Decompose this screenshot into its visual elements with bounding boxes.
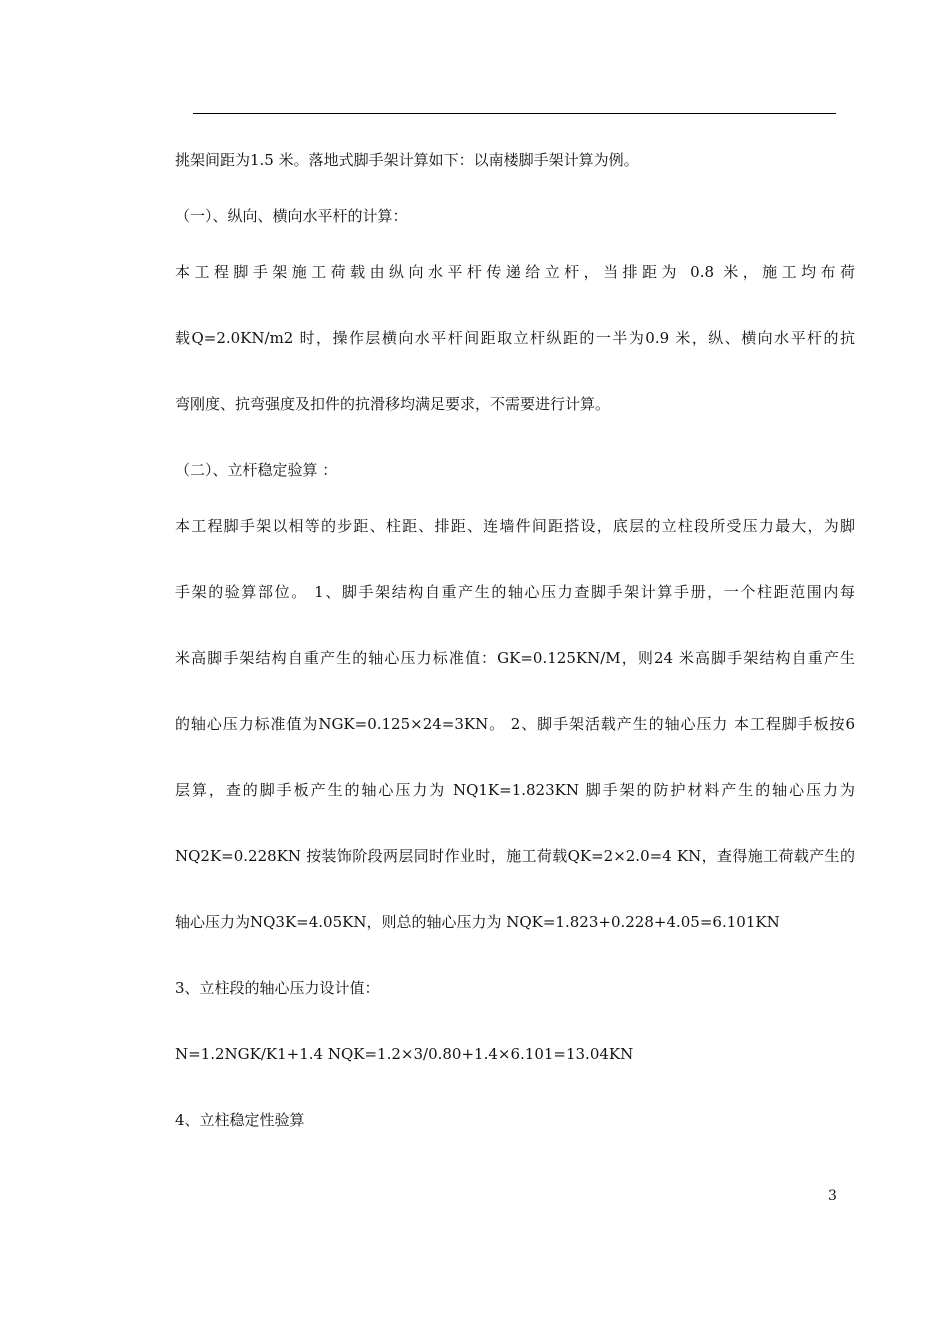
text-line: 的轴心压力标准值为NGK=0.125×24=3KN。 2、脚手架活载产生的轴心压力 本工程脚手板按6 [175, 715, 855, 733]
page-number: 3 [828, 1188, 837, 1204]
text-line: NQ2K=0.228KN 按装饰阶段两层同时作业时，施工荷载QK=2×2.0=4 KN，查得施工荷载产生的 [175, 847, 855, 865]
text-line: 4、立柱稳定性验算 [175, 1111, 305, 1129]
section-heading: （一）、纵向、横向水平杆的计算： [175, 207, 408, 225]
text-line: 本工程脚手架施工荷载由纵向水平杆传递给立杆，当排距为 0.8 米，施工均布荷 [175, 263, 855, 281]
text-line: 手架的验算部位。 1、脚手架结构自重产生的轴心压力查脚手架计算手册，一个柱距范围内每 [175, 583, 855, 601]
text-line: 弯刚度、抗弯强度及扣件的抗滑移均满足要求，不需要进行计算。 [175, 395, 611, 413]
text-line: 3、立柱段的轴心压力设计值： [175, 979, 380, 997]
text-line: 本工程脚手架以相等的步距、柱距、排距、连墙件间距搭设，底层的立柱段所受压力最大，为脚 [175, 517, 855, 535]
text-line: 挑架间距为1.5 米。落地式脚手架计算如下：以南楼脚手架计算为例。 [175, 151, 639, 169]
text-line: 米高脚手架结构自重产生的轴心压力标准值：GK=0.125KN/M，则24 米高脚手架结构自重产生 [175, 649, 855, 667]
section-heading: （二）、立杆稳定验算 ： [175, 461, 338, 479]
text-line: 载Q=2.0KN/m2 时，操作层横向水平杆间距取立杆纵距的一半为0.9 米，纵、横向水平杆的抗 [175, 329, 855, 347]
text-line: 层算，查的脚手板产生的轴心压力为 NQ1K=1.823KN 脚手架的防护材料产生的轴心压力为 [175, 781, 855, 799]
formula-line: N=1.2NGK/K1+1.4 NQK=1.2×3/0.80+1.4×6.101=13.04KN [175, 1045, 634, 1063]
header-rule [193, 113, 836, 114]
text-line: 轴心压力为NQ3K=4.05KN，则总的轴心压力为 NQK=1.823+0.228+4.05=6.101KN [175, 913, 780, 931]
